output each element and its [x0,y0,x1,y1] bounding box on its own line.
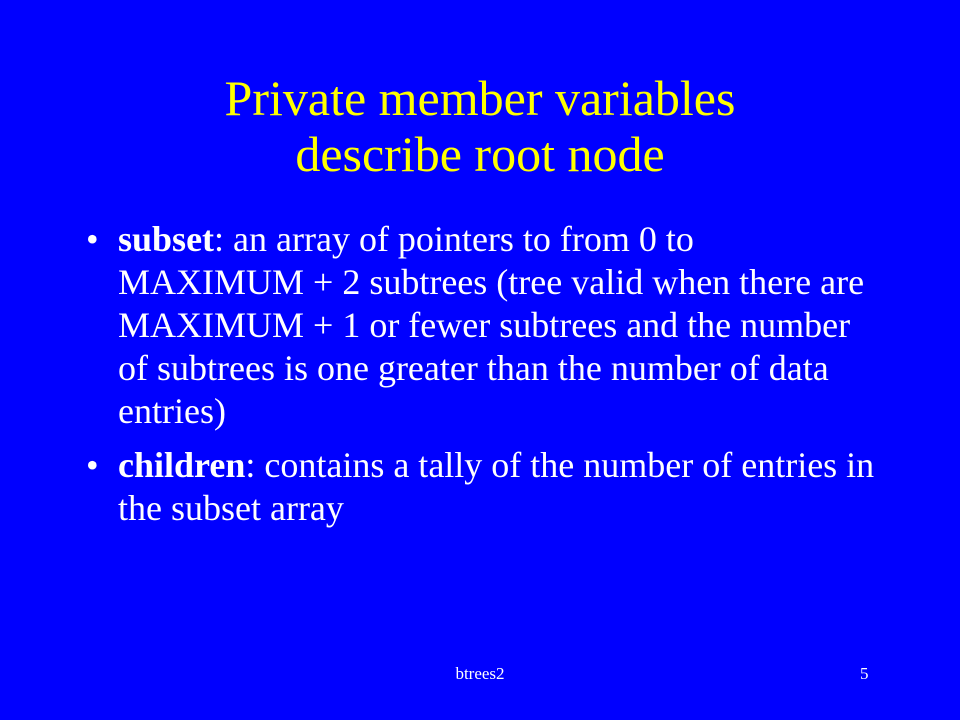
bullet-marker: • [86,219,99,259]
footer-label: btrees2 [455,664,505,683]
page-number: 5 [860,664,869,683]
slide-title-line-2: describe root node [295,126,665,182]
slide-title [80,70,880,182]
slide-title-line-1: Private member variables [224,70,736,126]
bullet-text-subset: : an array of pointers to from 0 to MAXIMUM + 2 subtrees (tree valid when there are MAXIMUM + 1 or fewer subtrees and the number of subtrees is one greater than the number of data entries) [118,219,865,431]
bullet-text-children: : contains a tally of the number of entries in the subset array [118,445,875,528]
bullet-item-subset [86,218,876,433]
bullet-term-children: children [118,445,246,485]
bullet-term-subset: subset [118,219,215,259]
bullet-list [86,218,876,541]
bullet-item-children [86,444,876,530]
bullet-marker: • [86,445,99,485]
